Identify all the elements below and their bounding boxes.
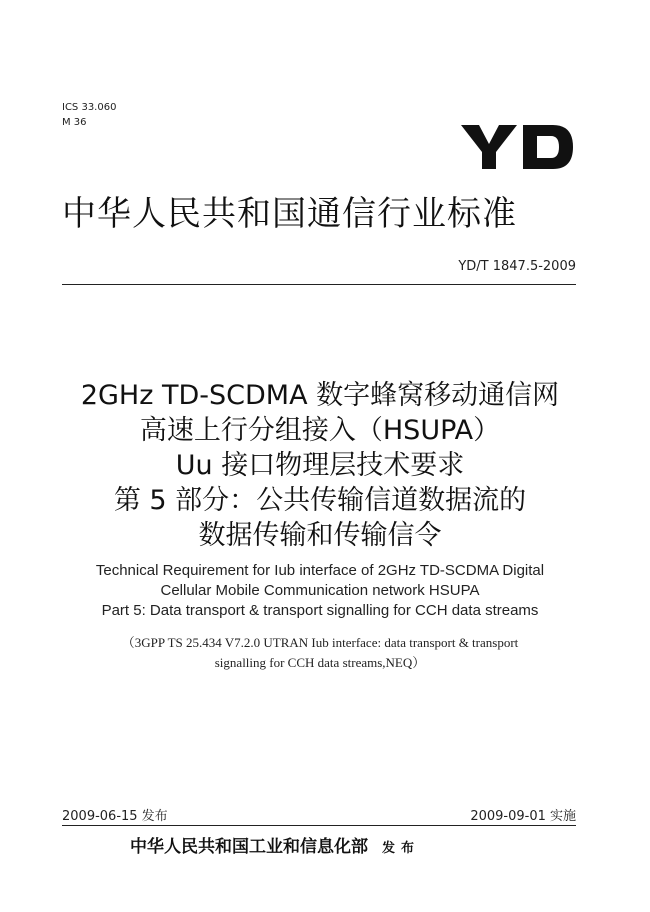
ics-code: ICS 33.060 xyxy=(62,102,117,113)
equivalence-note xyxy=(60,633,580,673)
equivalence-line: （3GPP TS 25.434 V7.2.0 UTRAN Iub interface: data transport & transport xyxy=(121,635,519,650)
ccs-code: M 36 xyxy=(62,117,87,128)
publisher-name: 中华人民共和国工业和信息化部 xyxy=(130,837,368,857)
title-cn-line: 第 5 部分：公共传输信道数据流的 xyxy=(113,485,527,516)
title-en-line: Part 5: Data transport & transport signalling for CCH data streams xyxy=(101,602,539,619)
title-en-line: Cellular Mobile Communication network HSUPA xyxy=(160,582,480,599)
classification-codes xyxy=(62,100,116,130)
bottom-divider xyxy=(62,825,576,826)
document-title-chinese xyxy=(60,378,580,553)
industry-standard-title: 中华人民共和国通信行业标准 xyxy=(62,194,517,234)
title-cn-line: Uu 接口物理层技术要求 xyxy=(175,450,465,481)
title-cn-line: 高速上行分组接入（HSUPA） xyxy=(139,415,501,446)
title-cn-line: 2GHz TD-SCDMA 数字蜂窝移动通信网 xyxy=(80,380,560,411)
title-en-line: Technical Requirement for Iub interface of 2GHz TD-SCDMA Digital xyxy=(95,562,545,579)
publisher-label: 发布 xyxy=(382,841,421,856)
title-cn-line: 数据传输和传输信令 xyxy=(198,520,442,551)
standard-number: YD/T 1847.5-2009 xyxy=(458,259,576,274)
implementation-date: 2009-09-01 实施 xyxy=(470,809,576,824)
top-divider xyxy=(62,284,576,285)
issue-date: 2009-06-15 发布 xyxy=(62,809,168,824)
equivalence-line: signalling for CCH data streams,NEQ） xyxy=(214,655,426,670)
publisher xyxy=(130,832,420,857)
yd-standard-logo xyxy=(459,122,575,172)
document-title-english xyxy=(60,561,580,621)
